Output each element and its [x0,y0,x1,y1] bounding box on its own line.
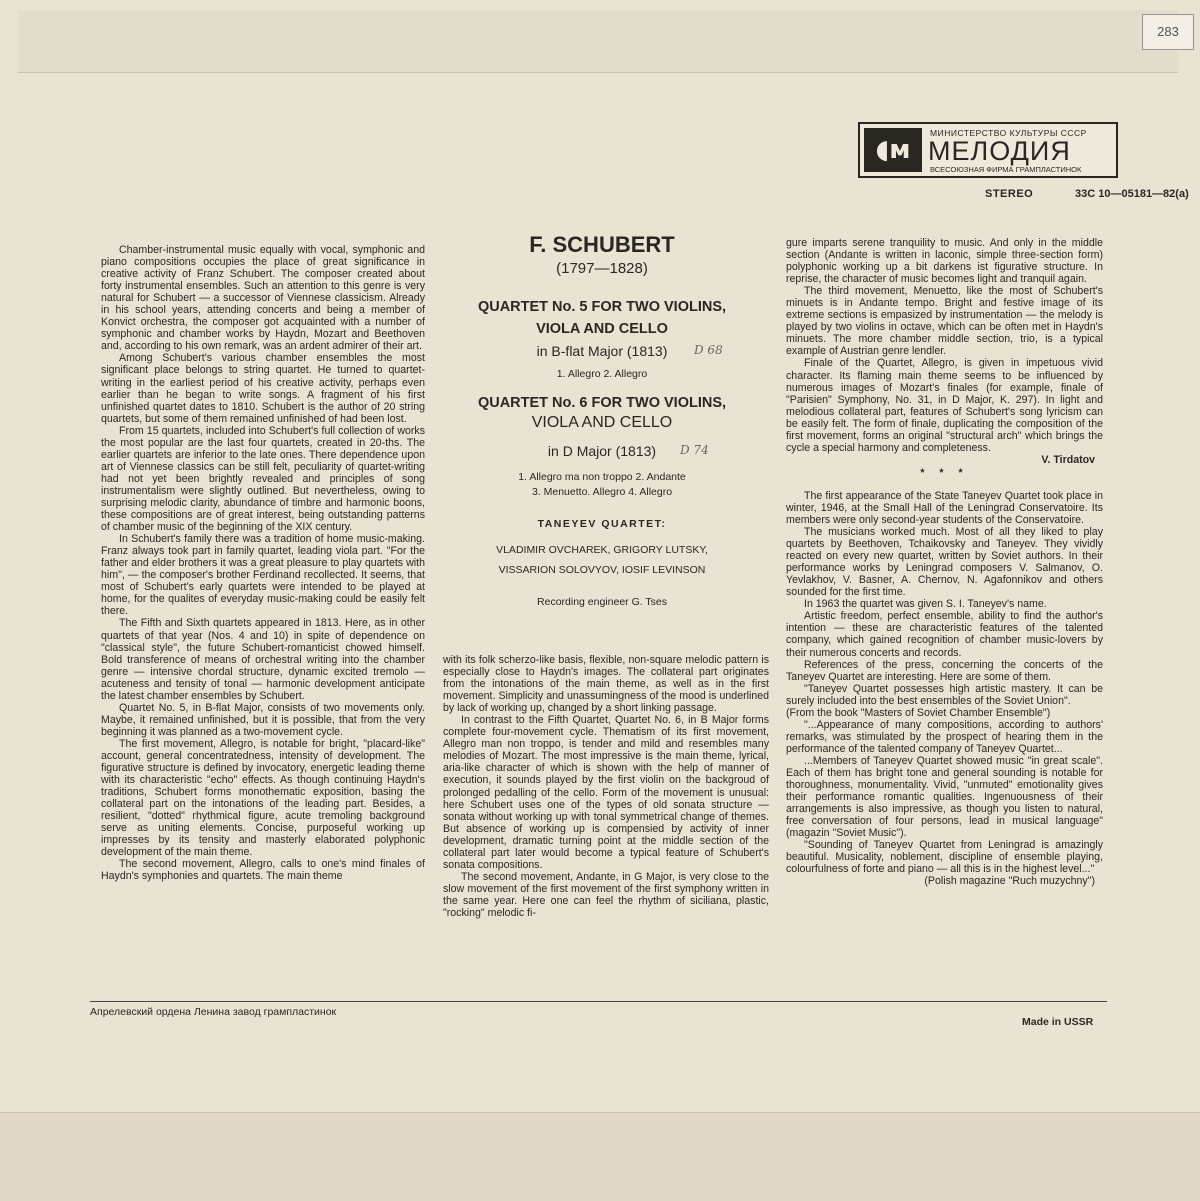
paragraph: From 15 quartets, included into Schubert's full collection of works the most popular are the last four quartets, created in 20-ths. The earlier quartets are inferior to the late ones. There dependence upon art of Viennese classics can be still felt, peculiarity of quartet-writing had not yet been brightly revealed and principles of song instrumentalism were slightly outlined. But nevertheless, owing to surprising melodic clarity, abundance of timbre and harmonic boons, these compositions are of great interest, being outstanding patterns of chamber music of the beginning of the XIX century. [101,424,425,534]
quartet6-key-text: in D Major (1813) [547,443,657,459]
quartet5-title-line2: VIOLA AND CELLO [536,321,668,337]
paragraph: References of the press, concerning the concerts of the Taneyev Quartet are interesting. Here are some of them. [786,658,1103,683]
ensemble-members-1: VLADIMIR OVCHAREK, GRIGORY LUTSKY, [496,544,708,556]
paragraph: The second movement, Allegro, calls to one's mind finales of Haydn's symphonies and quartets. The main theme [101,858,425,883]
paragraph: Chamber-instrumental music equally with vocal, symphonic and piano compositions occupies the place of great significance in creative activity of Franz Schubert. The composer created about forty instrumental ensembles. Such an attention to this genre is very natural for Schubert — a successor of Viennese classicism. Already in his school years, attending concerts and being a member of Konvict orchestra, the composer got acquainted with a number of symphonic and chamber works by Haydn, Mozart and Beethoven and, according to his own remark, was an ardent admirer of their art. [101,244,425,353]
paragraph: ...Members of Taneyev Quartet showed music "in great scale". Each of them has bright tone and general sounding is notable for thoroughness, monumentality. Vivid, "unmuted" emotionality gives their performance romantic qualities. Ingenuousness of their arrangements is also impressive, as though you listen to natural, free conversation of four persons, lead in musical language" (magazin "Soviet Music"). [786,754,1103,840]
ensemble-members-2: VISSARION SOLOVYOV, IOSIF LEVINSON [498,564,706,576]
paragraph: The Fifth and Sixth quartets appeared in 1813. Here, as in other quartets of that year (Nos. 4 and 10) in spite of dependence on "classical style", the future Schubert-romanticist chowed himself. Bold transference of means of orchestral writing into the chamber genre — intensive chordal structure, dynamic excited tremolo — acuteness and tensity of tonal — harmonic development anticipate the latest chamber ensembles by Schubert. [101,617,425,702]
ensemble-name: TANEYEV QUARTET: [537,518,667,530]
liner-notes-column-2 [443,654,769,919]
catalog-number: 33С 10—05181—82(а) [1075,188,1189,200]
quartet6-key [452,440,752,462]
paragraph: In 1963 the quartet was given S. I. Taneyev's name. [804,598,1047,611]
spacer [786,480,1103,490]
liner-notes-column-1 [101,244,425,882]
logo-firm-text: ВСЕСОЮЗНАЯ ФИРМА ГРАМПЛАСТИНОК [930,165,1082,174]
top-flap [18,10,1178,73]
paragraph: gure imparts serene tranquility to music. And only in the middle section (Andante is written in laconic, simple three-section form) polyphonic working up a bit darkens ist figurative structure. In reprise, the character of music becomes light and tranquil again. [786,237,1103,286]
paragraph: The first appearance of the State Taneyev Quartet took place in winter, 1946, at the Small Hall of the Leningrad Conservatoire. Its members were only second-year students of the Conservatoire. [786,489,1103,526]
quartet6-movements-1: 1. Allegro ma non troppo 2. Andante [518,471,686,483]
melodiya-emblem-icon: ◖ᴍ [864,128,922,172]
quote-source: (From the book "Masters of Soviet Chamber Ensemble") [786,706,1051,719]
author-signature: V. Tirdatov [1041,453,1095,466]
quartet5-key [452,340,752,362]
paragraph: Quartet No. 5, in B-flat Major, consists of two movements only. Maybe, it remained unfinished, but it is possible, that from the very beginning it was planned as a two-movement cycle. [101,701,425,738]
footer-divider [90,1001,1107,1002]
quartet6-title-line2: VIOLA AND CELLO [531,414,673,431]
paragraph: Among Schubert's various chamber ensembles the most significant place belongs to string quartet. He turned to quartet-writing in the earliest period of his creative activity, perhaps even earlier than he began to write songs. A fragment of his first unfinished quartet dates to 1810. Schubert is the author of 20 string quartets, but some of them remained unfinished of had been lost. [101,352,425,425]
section-separator: * * * [920,466,969,479]
paragraph: "Sounding of Taneyev Quartet from Leningrad is amazingly beautiful. Musicality, noblement, discipline of ensemble playing, colourfulness of forte and piano — all this is in the highest level..." [786,839,1103,876]
liner-notes-column-3 [786,237,1103,887]
stereo-label: STEREO [985,188,1034,200]
recording-engineer: Recording engineer G. Tses [537,596,667,608]
paragraph: with its folk scherzo-like basis, flexible, non-square melodic pattern is especially close to Haydn's images. The collateral part originates from the intonations of the main theme, as well as in the first movement. Simplicity and unassumingness of the mood is underlined by lack of working up, changed by a short linking passage. [443,654,769,715]
paragraph: The musicians worked much. Most of all they liked to play quartets by Beethoven, Tchaikovsky and Taneyev. They vividly reacted on every new quartet, written by Soviet authors. In their performance works by Leningrad composers V. Salmanov, O. Yevlakhov, V. Basner, A. Chernov, N. Agafonnikov and others sounded for the first time. [786,526,1103,599]
quartet5-title-line1: QUARTET No. 5 FOR TWO VIOLINS, [477,299,727,315]
quartet6-title-line1: QUARTET No. 6 FOR TWO VIOLINS, [477,395,727,411]
quote-source: (Polish magazine "Ruch muzychny") [924,875,1095,888]
paragraph: Artistic freedom, perfect ensemble, ability to find the author's intention — these are characteristic features of the talented company, which gained recognition of chamber music-lovers by their numerous concerts and records. [786,610,1103,659]
paragraph: The third movement, Menuetto, like the most of Schubert's minuets is in Andante tempo. Bright and festive image of its extreme sections is empasized by instrumentation — the melody is played by two violins in octave, which can be often met in Haydn's minuets. The more chamber middle section, trio, is a typical example of Austrian genre lendler. [786,285,1103,358]
title-block [452,232,752,610]
quartet5-key-text: in B-flat Major (1813) [536,343,668,359]
melodiya-logo [858,122,1118,178]
composer-dates: (1797—1828) [556,260,648,277]
logo-name-text: МЕЛОДИЯ [928,136,1071,166]
paragraph: In Schubert's family there was a tradition of home music-making. Franz always took part in family quartet, leading viola part. "For the father and elder brothers it was a great pleasure to play quartets with him", — the composer's brother Ferdinand recollected. It seems, that most of Schubert's early quartets were intended to be played at home, for the qualites of everyday music-making could be easily felt there. [101,533,425,618]
paragraph: "...Appearance of many compositions, according to authors' remarks, was stimulated by the prospect of hearing them in the performance of the talented company of Taneyev Quartet... [786,718,1103,755]
quartet5-movements: 1. Allegro 2. Allegro [556,368,648,380]
handwritten-note-d68: D 68 [694,343,723,357]
paragraph: In contrast to the Fifth Quartet, Quartet No. 6, in B Major forms complete four-movement cycle. Thematism of its first movement, Allegro man non troppo, is tender and mild and resembles many melodies of Mozart. The most impressive is the main theme, lyrical, aria-like character of which is shown with the help of manner of execution, it sounds played by the first violin on the backgroud of prolonged pedalling of the cello. Form of the movement is unusual: here Schubert uses one of the types of old sonata structure — sonata without working up with tonal symmetrical change of themes. But absence of working up is compensied by activity of inner development, dramatic turning point at the middle section of the collateral part later would become a typical feature of Schubert's sonata compositions. [443,714,769,871]
made-in-label: Made in USSR [1022,1016,1094,1028]
paragraph: The second movement, Andante, in G Major, is very close to the slow movement of the first movement of the first symphony written in the same year. Here one can feel the rhythm of siciliana, plastic, "rocking" melodic fi- [443,870,769,919]
paragraph: The first movement, Allegro, is notable for bright, "placard-like" account, general concentratedness, intensity of development. The figurative structure is defined by invocatory, energetic leading theme with its characteristic "echo" effects. As though continuing Haydn's traditions, Schubert forms monothematic exposition, basing the collateral part on the intonations of the leading part. Besides, a resilient, "dotted" rhythmical figure, acute tremoling background serve as uniting elements. Concise, purposeful working up impresses by its tensity and masterly elaborated polyphonic development of the main theme. [101,737,425,859]
handwritten-note-d74: D 74 [680,443,709,457]
paragraph: "Taneyev Quartet possesses high artistic mastery. It can be surely included into the best ensembles of the Soviet Union". [786,682,1103,707]
paragraph: Finale of the Quartet, Allegro, is given in impetuous vivid character. Its flaming main theme seems to be influenced by numerous images of Mozart's finales (for example, finale of "Parisien" Symphony, No. 31, in D Major, K. 297). In light and melodious collateral part, features of Schubert's song lyricism can be easily felt. The form of finale, duplicating the composition of the first movement, forms an original "structural arch" which brings the cycle a special harmony and completeness. [786,357,1103,454]
bottom-flap [0,1112,1200,1201]
page-number-label: 283 [1142,14,1194,50]
logo-ministry-text: МИНИСТЕРСТВО КУЛЬТУРЫ СССР [930,128,1087,138]
factory-name: Апрелевский ордена Ленина завод грампластинок [90,1006,337,1018]
quartet6-movements-2: 3. Menuetto. Allegro 4. Allegro [531,486,673,498]
composer-name: F. SCHUBERT [529,232,675,257]
